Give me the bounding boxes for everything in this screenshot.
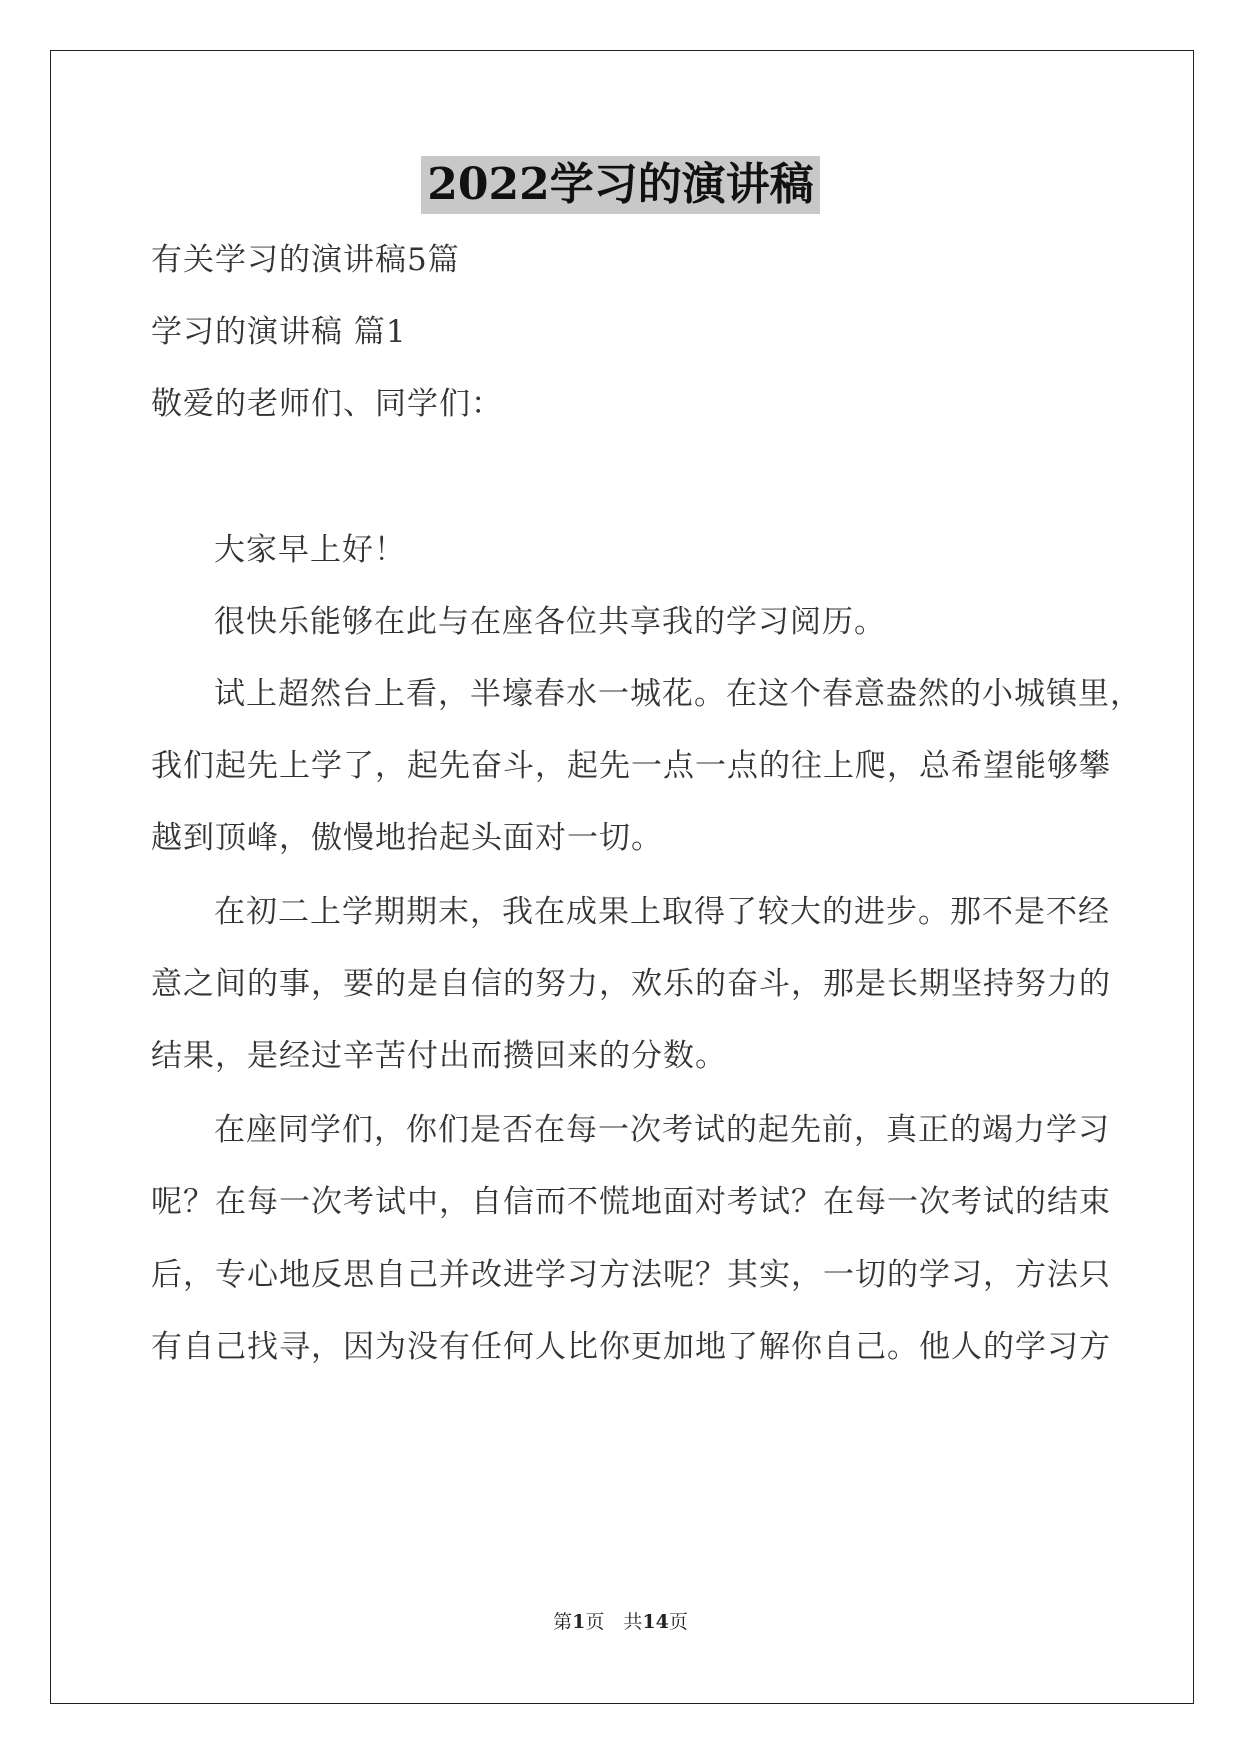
document-title: 2022学习的演讲稿 bbox=[421, 156, 819, 214]
footer-page-prefix: 第 bbox=[553, 1611, 573, 1633]
footer-page-mid: 页 共 bbox=[585, 1611, 643, 1633]
paragraph-line: 结果，是经过辛苦付出而攒回来的分数。 bbox=[151, 1038, 727, 1074]
footer-total-pages: 14 bbox=[642, 1611, 669, 1633]
paragraph-line: 在座同学们，你们是否在每一次考试的起先前，真正的竭力学习 bbox=[214, 1112, 1110, 1148]
paragraph-line: 很快乐能够在此与在座各位共享我的学习阅历。 bbox=[214, 604, 886, 640]
paragraph-line: 呢？在每一次考试中，自信而不慌地面对考试？在每一次考试的结束 bbox=[151, 1184, 1111, 1220]
paragraph-line: 在初二上学期期末，我在成果上取得了较大的进步。那不是不经 bbox=[214, 894, 1110, 930]
section-heading: 学习的演讲稿 篇1 bbox=[151, 314, 407, 350]
page-border bbox=[50, 50, 1194, 1704]
paragraph-line: 有自己找寻，因为没有任何人比你更加地了解你自己。他人的学习方 bbox=[151, 1329, 1111, 1365]
footer-page-number: 1 bbox=[572, 1611, 586, 1633]
paragraph-line: 大家早上好！ bbox=[214, 532, 406, 568]
paragraph-line: 越到顶峰，傲慢地抬起头面对一切。 bbox=[151, 820, 663, 856]
subtitle-line: 有关学习的演讲稿5篇 bbox=[151, 242, 460, 278]
title-container bbox=[0, 156, 1241, 214]
salutation: 敬爱的老师们、同学们： bbox=[151, 386, 503, 422]
page-footer bbox=[0, 1607, 1241, 1634]
paragraph-line: 意之间的事，要的是自信的努力，欢乐的奋斗，那是长期坚持努力的 bbox=[151, 966, 1111, 1002]
paragraph-line: 后，专心地反思自己并改进学习方法呢？其实，一切的学习，方法只 bbox=[151, 1257, 1111, 1293]
paragraph-line: 我们起先上学了，起先奋斗，起先一点一点的往上爬，总希望能够攀 bbox=[151, 748, 1111, 784]
paragraph-line: 试上超然台上看，半壕春水一城花。在这个春意盎然的小城镇里， bbox=[214, 676, 1142, 712]
footer-page-suffix: 页 bbox=[668, 1611, 688, 1633]
